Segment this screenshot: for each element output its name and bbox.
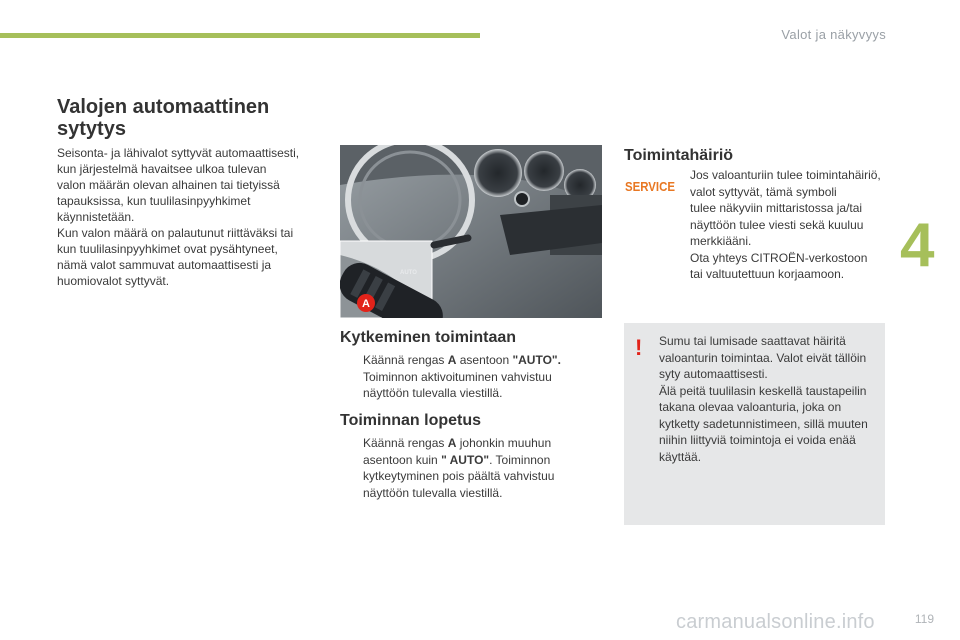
text-line: Seisonta- ja lähivalot syttyvät automaattisesti, [57, 146, 300, 160]
text-line: Jos valoanturiin tulee toimintahäiriö, [690, 168, 881, 182]
text-line: merkkiääni. [690, 234, 752, 248]
callout-a: A [362, 298, 370, 310]
malfunction-heading: Toimintahäiriö [624, 147, 734, 164]
text-line: Sumu tai lumisade saattavat häiritä [659, 334, 846, 348]
auto-label: AUTO [400, 270, 417, 276]
text-line: käynnistetään. [57, 210, 135, 224]
text-line: näyttöön tulevalla viestillä. [363, 386, 503, 400]
text-line: kun järjestelmä havaitsee ulkoa tulevan [57, 162, 267, 176]
text-line: Ota yhteys CITROËN-verkostoon [690, 250, 868, 265]
text-line: valot syttyvät, tämä symboli [690, 184, 837, 199]
service-warning-icon [624, 178, 676, 194]
text-line: Älä peitä tuulilasin keskellä taustapeilin [659, 383, 867, 398]
activation-heading: Kytkeminen toimintaan [340, 329, 517, 346]
text-line: nämä valot sammuvat automaattisesti ja [57, 258, 272, 272]
auto-position: "AUTO". [512, 353, 561, 367]
service-label: SERVICE [625, 180, 675, 194]
section-title: Valot ja näkyvyys [781, 27, 886, 42]
ring-label: A [447, 436, 457, 450]
text-line: tai valtuutettuun korjaamoon. [690, 267, 845, 281]
malfunction-paragraph [690, 167, 890, 283]
text-line: Kun valon määrä on palautunut riittäväksi tai [57, 226, 294, 240]
text-line: näyttöön tulevalla viestillä. [363, 485, 503, 500]
text-part: Käännä rengas [363, 436, 448, 450]
page-number: 119 [914, 612, 934, 626]
text-line: valoanturin toimintaa. Valot eivät tällöin [659, 350, 867, 365]
text-line: valon määrän olevan alhainen tai tietyissä [57, 178, 280, 192]
text-line: tapauksissa, kun tuulilasinpyyhkimet [57, 194, 251, 208]
ring-label: A [447, 353, 457, 367]
chapter-number: 4 [900, 211, 935, 280]
text-line: kytketty sadetunnistimeen, sillä muuten [659, 416, 868, 431]
text-part: asentoon [456, 353, 513, 367]
warning-icon: ! [635, 335, 643, 360]
text-line: kytkeytyminen pois päältä vahvistuu [363, 469, 555, 483]
main-title: Valojen automaattinen sytytys [57, 96, 270, 140]
text-line: tulee näkyviin mittaristossa ja/tai [690, 201, 863, 215]
lighting-stalk-photo [340, 145, 602, 318]
intro-paragraph [57, 145, 319, 289]
text-line: kun tuulilasinpyyhkimet ovat pysähtyneet, [57, 242, 278, 256]
text-line: käyttää. [659, 449, 702, 464]
text-part: asentoon kuin [363, 452, 442, 467]
deactivation-heading: Toiminnan lopetus [340, 412, 482, 429]
text-line: huomiovalot syttyvät. [57, 274, 170, 288]
text-line: takana olevaa valoanturia, joka on [659, 400, 842, 414]
deactivation-instruction [340, 435, 590, 501]
activation-instruction [340, 352, 590, 402]
text-part: johonkin muuhun [456, 436, 552, 450]
text-line: syty automaattisesti. [659, 367, 768, 381]
warning-paragraph [659, 333, 881, 465]
text-part: Käännä rengas [363, 353, 448, 367]
text-part: . Toiminnon [489, 452, 551, 467]
watermark: carmanualsonline.info [676, 611, 875, 633]
text-line: näyttöön tulee viesti sekä kuuluu [690, 217, 864, 232]
auto-position: " AUTO" [441, 452, 490, 467]
text-line: niihin liittyviä toimintoja ei voida enää [659, 433, 856, 447]
text-line: Toiminnon aktivoituminen vahvistuu [363, 369, 552, 384]
header-accent-bar [0, 33, 480, 38]
